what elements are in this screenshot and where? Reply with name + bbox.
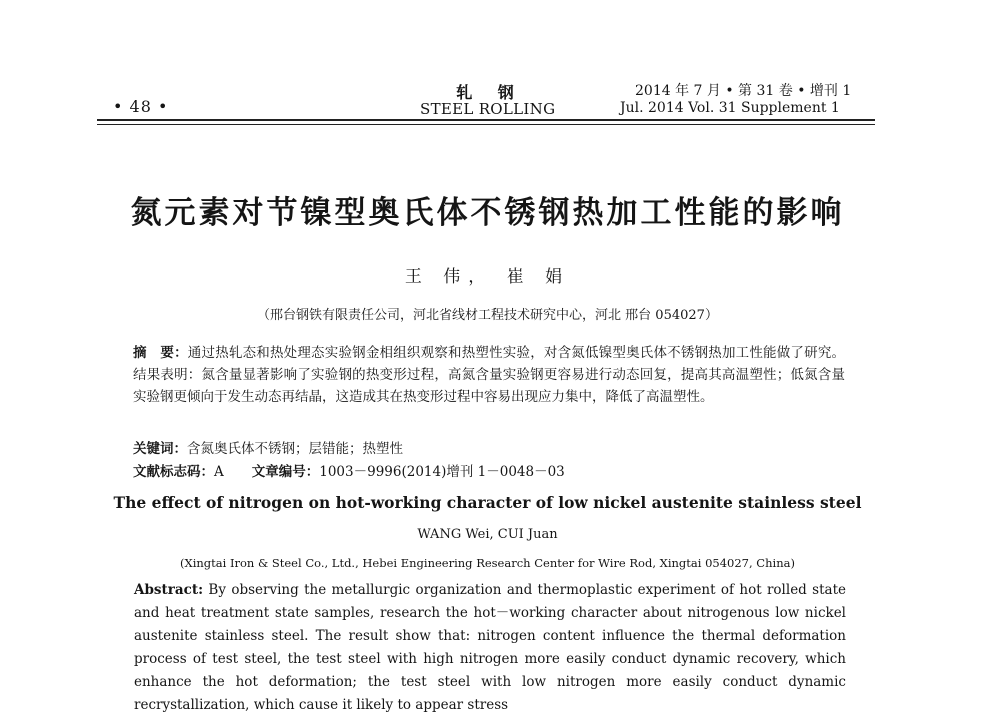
document-identifiers xyxy=(133,460,565,480)
authors-en: WANG Wei, CUI Juan xyxy=(417,527,558,542)
abstract-en xyxy=(134,579,846,717)
journal-name-en: STEEL ROLLING xyxy=(420,100,556,118)
affiliation-en: (Xingtai Iron & Steel Co., Ltd., Hebei Engineering Research Center for Wire Rod, Xingtai 054027, China) xyxy=(180,556,795,570)
article-number-label: 文章编号： xyxy=(251,464,320,480)
article-number-value: 1003－9996(2014)增刊 1－0048－03 xyxy=(319,464,565,480)
journal-name-cn: 轧 钢 xyxy=(456,83,524,102)
affiliation-cn: （邢台钢铁有限责任公司，河北省线材工程技术研究中心，河北 邢台 054027） xyxy=(257,308,718,323)
page-number: • 48 • xyxy=(113,97,169,116)
abstract-text-en: By observing the metallurgic organization and thermoplastic experiment of hot rolled state and heat treatment state samples, research the hot－working character about nitrogenous low nickel austenite stainless steel. The result show that: nitrogen content influence the thermal deformation process of test steel, the test steel with high nitrogen more easily conduct dynamic recovery, which enhance the hot deformation; the test steel with low nitrogen more easily conduct dynamic recrystallization, which cause it likely to appear stress xyxy=(134,582,846,713)
issue-info-en: Jul. 2014 Vol. 31 Supplement 1 xyxy=(620,100,840,116)
header-rule-thick xyxy=(97,119,875,121)
doc-code-label: 文献标志码： xyxy=(133,464,214,480)
abstract-cn xyxy=(133,342,845,408)
abstract-label-cn: 摘 要： xyxy=(133,345,188,361)
article-title-cn: 氮元素对节镍型奥氏体不锈钢热加工性能的影响 xyxy=(130,195,845,231)
abstract-label-en: Abstract: xyxy=(134,582,204,598)
article-title-en: The effect of nitrogen on hot-working character of low nickel austenite stainless steel xyxy=(113,493,862,512)
doc-code-value: A xyxy=(214,464,224,480)
abstract-text-cn: 通过热轧态和热处理态实验钢金相组织观察和热塑性实验，对含氮低镍型奥氏体不锈钢热加工性能做了研究。结果表明：氮含量显著影响了实验钢的热变形过程，高氮含量实验钢更容易进行动态回复，提高其高温塑性；低氮含量实验钢更倾向于发生动态再结晶，这造成其在热变形过程中容易出现应力集中，降低了高温塑性。 xyxy=(133,345,846,405)
keywords-cn xyxy=(133,437,403,457)
header-rule-thin xyxy=(97,124,875,125)
issue-info-cn: 2014 年 7 月 • 第 31 卷 • 增刊 1 xyxy=(635,83,852,99)
authors-cn: 王 伟， 崔 娟 xyxy=(404,267,571,287)
keywords-text-cn: 含氮奥氏体不锈钢；层错能；热塑性 xyxy=(187,441,403,457)
keywords-label-cn: 关键词： xyxy=(133,441,187,457)
